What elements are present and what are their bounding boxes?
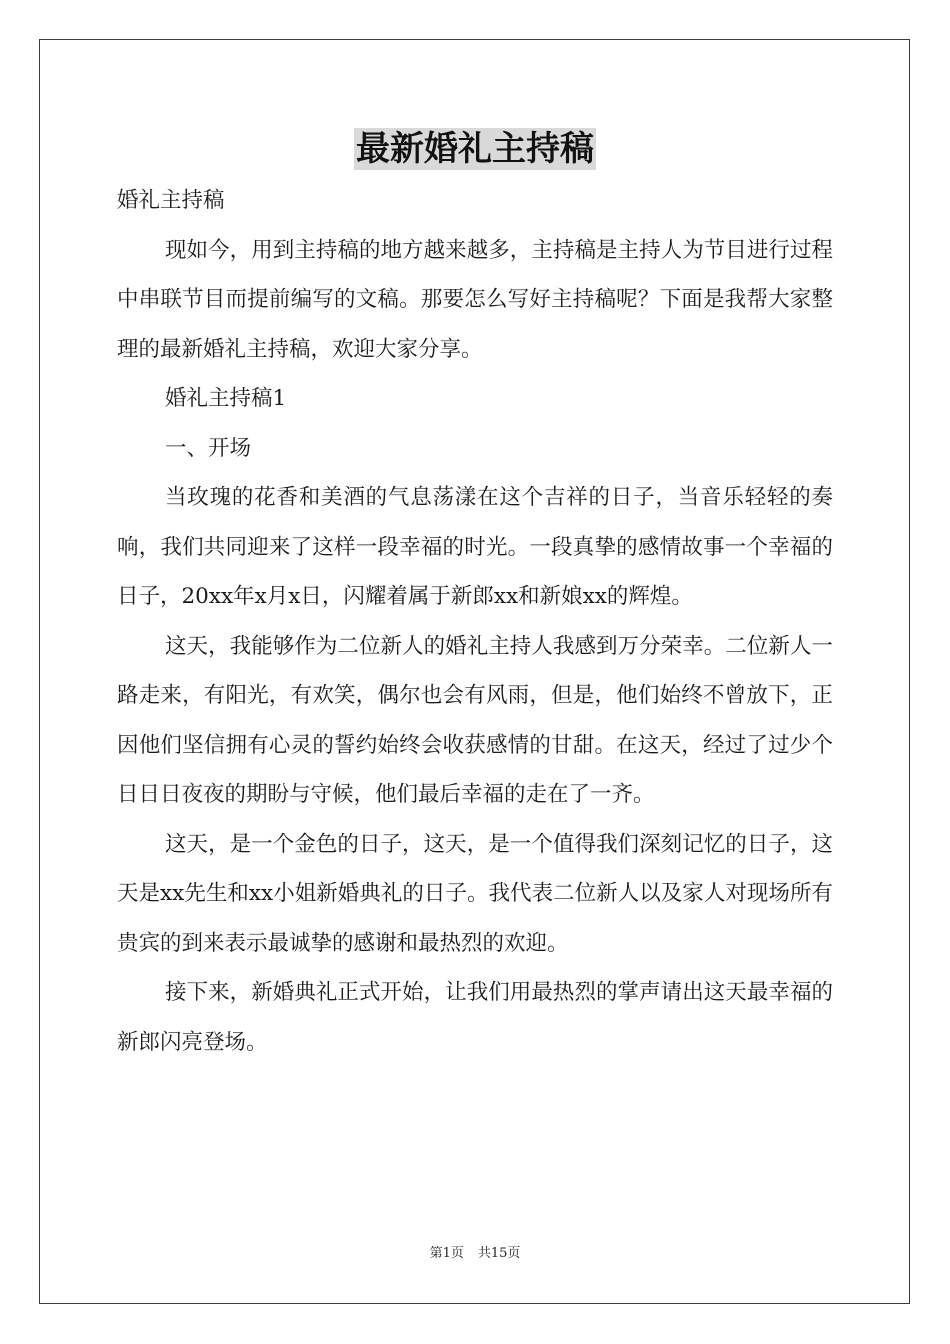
paragraph-subtitle: 婚礼主持稿	[117, 188, 225, 213]
page-total: 共15页	[477, 1246, 521, 1261]
section-heading: 婚礼主持稿1	[165, 386, 287, 411]
paragraph: 这天，是一个金色的日子，这天，是一个值得我们深刻记忆的日子，这天是xx先生和xx小姐新婚典礼的日子。我代表二位新人以及家人对现场所有贵宾的到来表示最诚挚的感谢和最热烈的欢迎。	[117, 831, 833, 956]
page-footer	[0, 1245, 950, 1263]
page-number: 第1页	[429, 1246, 464, 1261]
subsection-heading: 一、开场	[165, 435, 252, 461]
paragraph: 接下来，新婚典礼正式开始，让我们用最热烈的掌声请出这天最幸福的新郎闪亮登场。	[117, 980, 833, 1055]
document-title	[0, 128, 950, 170]
document-title-text: 最新婚礼主持稿	[356, 129, 594, 169]
paragraph-intro: 现如今，用到主持稿的地方越来越多，主持稿是主持人为节目进行过程中串联节目而提前编写的文稿。那要怎么写好主持稿呢？下面是我帮大家整理的最新婚礼主持稿，欢迎大家分享。	[117, 237, 833, 362]
document-body	[117, 176, 833, 1067]
paragraph: 当玫瑰的花香和美酒的气息荡漾在这个吉祥的日子，当音乐轻轻的奏响，我们共同迎来了这样一段幸福的时光。一段真挚的感情故事一个幸福的日子，20xx年x月x日，闪耀着属于新郎xx和新娘xx的辉煌。	[117, 485, 833, 609]
paragraph: 这天，我能够作为二位新人的婚礼主持人我感到万分荣幸。二位新人一路走来，有阳光，有欢笑，偶尔也会有风雨，但是，他们始终不曾放下，正因他们坚信拥有心灵的誓约始终会收获感情的甘甜。在这天，经过了过少个日日日夜夜的期盼与守候，他们最后幸福的走在了一齐。	[117, 633, 833, 807]
